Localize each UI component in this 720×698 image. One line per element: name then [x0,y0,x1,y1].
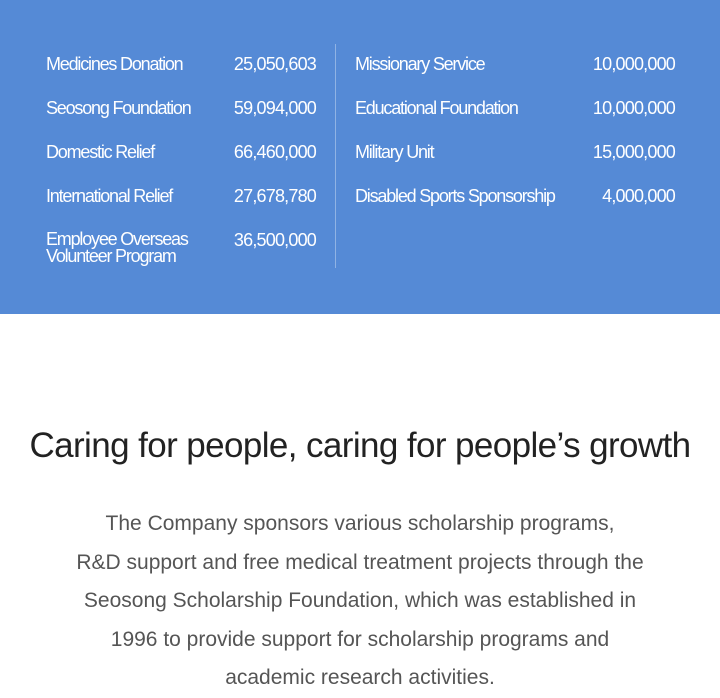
donation-row [355,44,675,88]
donation-row [355,88,675,132]
donation-row [46,44,316,88]
donation-name: Educational Foundation [355,98,518,118]
donations-left-column [46,44,316,264]
donation-amount: 66,460,000 [233,142,316,162]
donation-name: Employee Overseas Volunteer Program [46,229,188,266]
donation-row [355,176,675,220]
donation-amount: 10,000,000 [592,98,675,118]
section-heading: Caring for people, caring for people’s growth [29,426,691,465]
donation-amount: 59,094,000 [233,98,316,118]
donation-amount: 15,000,000 [592,142,675,162]
donation-name: Military Unit [355,142,434,162]
description-line: R&D support and free medical treatment projects through the [76,550,644,574]
donation-name: International Relief [46,186,173,206]
donation-row [46,132,316,176]
column-divider [335,44,336,268]
donation-name: Medicines Donation [46,54,183,74]
donation-amount: 25,050,603 [233,54,316,74]
donation-name: Domestic Relief [46,142,155,162]
donations-panel [0,0,720,314]
donation-row [46,220,316,264]
donation-amount: 10,000,000 [592,54,675,74]
donation-amount: 36,500,000 [233,230,316,250]
section-description [20,505,700,698]
description-line: The Company sponsors various scholarship programs, [105,512,615,535]
donation-amount: 27,678,780 [233,186,316,206]
donation-name: Seosong Foundation [46,98,191,118]
donation-amount: 4,000,000 [602,186,675,206]
description-line: 1996 to provide support for scholarship programs and [110,627,610,651]
donation-row [355,132,675,176]
donations-right-column [355,44,675,220]
donation-row [46,176,316,220]
description-line: academic research activities. [225,666,495,689]
donation-row [46,88,316,132]
donation-name: Missionary Service [355,54,485,74]
description-line: Seosong Scholarship Foundation, which was established in [83,589,637,612]
donation-name: Disabled Sports Sponsorship [355,186,555,206]
